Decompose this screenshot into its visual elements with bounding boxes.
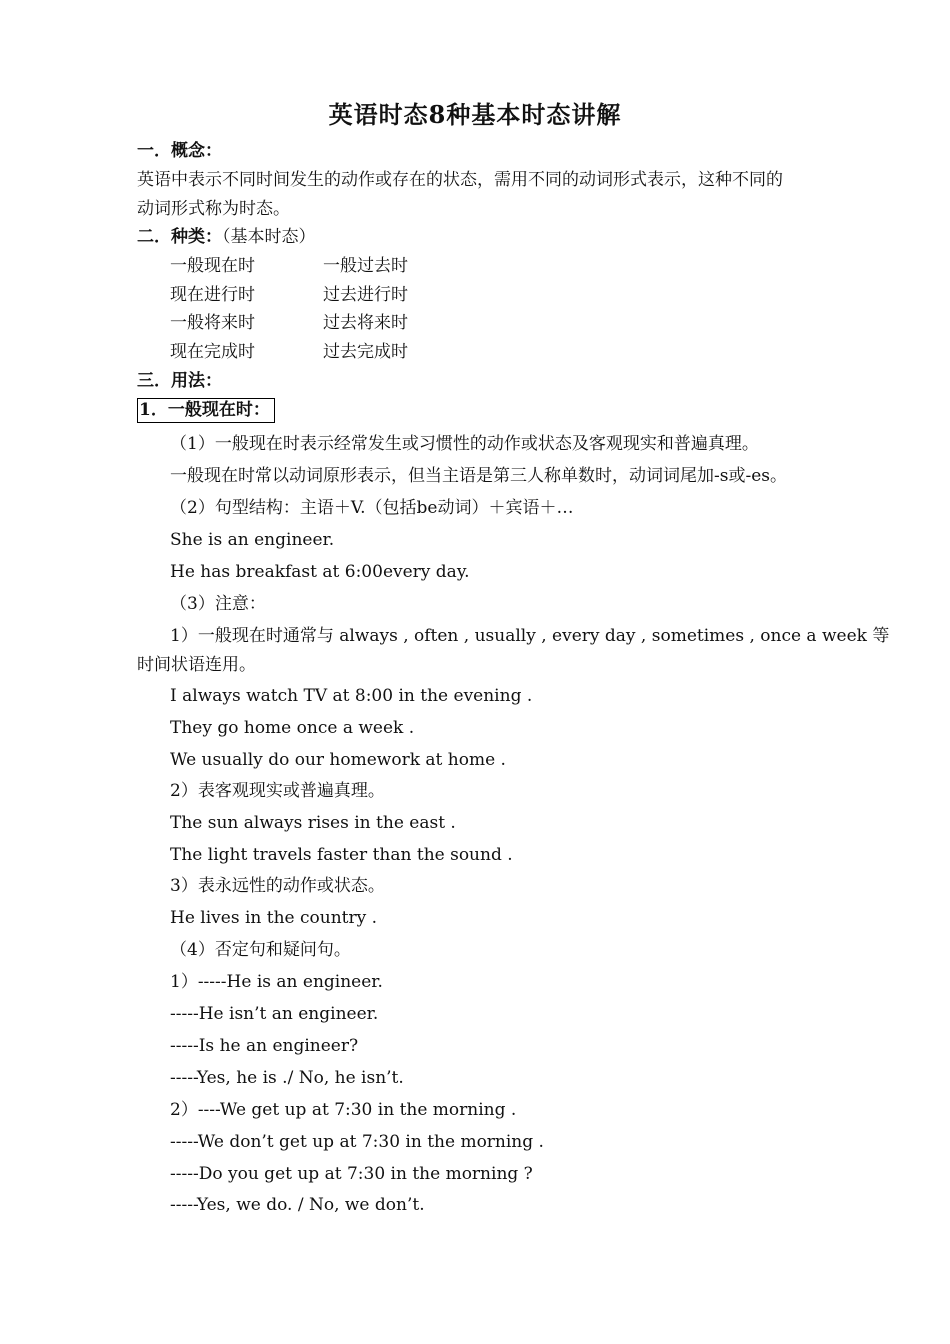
body-line: He lives in the country .	[170, 908, 378, 928]
section-2-heading: 二．种类：	[137, 227, 222, 247]
tense-cell: 过去完成时	[323, 342, 408, 362]
tense-cell: 一般过去时	[323, 256, 408, 276]
body-line: 3）表永远性的动作或状态。	[170, 876, 385, 896]
section-1-text-line-1: 英语中表示不同时间发生的动作或存在的状态，需用不同的动词形式表示，这种不同的	[137, 170, 783, 190]
body-line: The light travels faster than the sound .	[170, 845, 513, 865]
tense-cell: 一般将来时	[170, 313, 255, 333]
tense-cell: 过去进行时	[323, 285, 408, 305]
body-line: -----We don’t get up at 7:30 in the morning .	[170, 1132, 544, 1152]
body-line: She is an engineer.	[170, 530, 335, 550]
body-line: 一般现在时常以动词原形表示，但当主语是第三人称单数时，动词词尾加-s或-es。	[170, 466, 787, 486]
body-line: 2）----We get up at 7:30 in the morning .	[170, 1100, 517, 1120]
section-3-heading: 三．用法：	[137, 371, 222, 391]
body-line: 时间状语连用。	[137, 655, 256, 675]
body-line: -----He isn’t an engineer.	[170, 1004, 379, 1024]
body-line: 2）表客观现实或普遍真理。	[170, 781, 385, 801]
body-line: 1）一般现在时通常与 always , often , usually , every day , sometimes , once a week 等	[170, 626, 890, 646]
body-line: I always watch TV at 8:00 in the evening .	[170, 686, 533, 706]
body-line: He has breakfast at 6:00every day.	[170, 562, 470, 582]
section-1-heading: 一．概念：	[137, 141, 222, 161]
body-line: We usually do our homework at home .	[170, 750, 506, 770]
tense-cell: 过去将来时	[323, 313, 408, 333]
tense-cell: 一般现在时	[170, 256, 255, 276]
body-line: -----Yes, we do. / No, we don’t.	[170, 1195, 425, 1215]
body-line: （4）否定句和疑问句。	[170, 940, 351, 960]
section-1-text-line-2: 动词形式称为时态。	[137, 199, 290, 219]
subsection-1-heading-line	[137, 402, 275, 419]
subsection-1-heading: 1．一般现在时：	[137, 398, 275, 423]
body-line: （2）句型结构：主语＋V.（包括be动词）＋宾语＋…	[170, 498, 574, 518]
body-line: The sun always rises in the east .	[170, 813, 456, 833]
body-line: （1）一般现在时表示经常发生或习惯性的动作或状态及客观现实和普遍真理。	[170, 434, 759, 454]
section-2-note: （基本时态）	[222, 227, 316, 247]
body-line: （3）注意：	[170, 594, 266, 614]
tense-cell: 现在完成时	[170, 342, 255, 362]
body-line: -----Is he an engineer?	[170, 1036, 359, 1056]
section-2-heading-line	[137, 229, 316, 246]
body-line: -----Yes, he is ./ No, he isn’t.	[170, 1068, 404, 1088]
body-line: 1）-----He is an engineer.	[170, 972, 383, 992]
document-title: 英语时态8种基本时态讲解	[328, 100, 622, 129]
body-line: -----Do you get up at 7:30 in the morning ?	[170, 1164, 533, 1184]
body-line: They go home once a week .	[170, 718, 415, 738]
tense-cell: 现在进行时	[170, 285, 255, 305]
